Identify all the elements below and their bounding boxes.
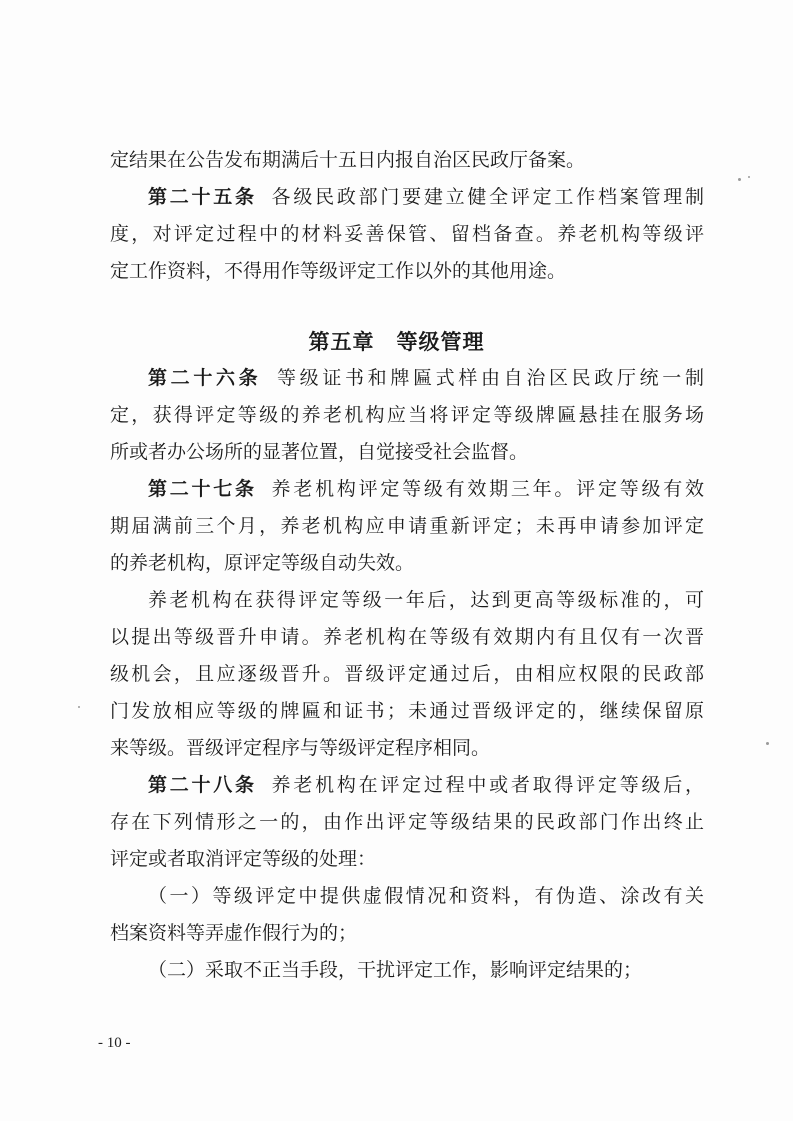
paragraph-line xyxy=(110,921,704,947)
article-26-line xyxy=(148,366,704,392)
page-number: - 10 - xyxy=(98,1035,131,1051)
article-28-line xyxy=(148,773,704,799)
paragraph-line xyxy=(110,222,704,248)
paragraph-line xyxy=(110,810,704,836)
line-text: 养老机构评定等级有效期三年。评定等级有效 xyxy=(268,478,704,500)
line-text: 定，获得评定等级的养老机构应当将评定等级牌匾悬挂在服务场 xyxy=(110,404,704,426)
paragraph-line xyxy=(110,259,704,285)
list-item-1 xyxy=(148,884,704,910)
paragraph-line xyxy=(110,551,704,577)
line-text: 定工作资料，不得用作等级评定工作以外的其他用途。 xyxy=(110,260,567,282)
article-number: 第二十七条 xyxy=(148,478,257,500)
scan-speck xyxy=(766,742,769,745)
paragraph-line xyxy=(148,588,704,614)
paragraph-line xyxy=(110,662,704,688)
line-text: 定结果在公告发布期满后十五日内报自治区民政厅备案。 xyxy=(110,149,586,171)
paragraph-line xyxy=(110,625,704,651)
paragraph-line xyxy=(110,440,704,466)
article-number: 第二十六条 xyxy=(148,367,262,389)
paragraph-line xyxy=(110,403,704,429)
chapter-title: 等级管理 xyxy=(396,330,485,354)
line-text: 期届满前三个月，养老机构应申请重新评定；未再申请参加评定 xyxy=(110,515,704,537)
article-number: 第二十八条 xyxy=(148,774,257,796)
line-text: 来等级。晋级评定程序与等级评定程序相同。 xyxy=(110,737,491,759)
chapter-number: 第五章 xyxy=(308,330,375,354)
chapter-heading xyxy=(0,329,793,355)
line-text: 存在下列情形之一的，由作出评定等级结果的民政部门作出终止 xyxy=(110,811,704,833)
line-text: 以提出等级晋升申请。养老机构在等级有效期内有且仅有一次晋 xyxy=(110,626,704,648)
line-text: （二）采取不正当手段，干扰评定工作，影响评定结果的； xyxy=(148,959,643,981)
line-text: 等级证书和牌匾式样由自治区民政厅统一制 xyxy=(273,367,704,389)
line-text: 档案资料等弄虚作假行为的； xyxy=(110,922,358,944)
line-text: 的养老机构，原评定等级自动失效。 xyxy=(110,552,415,574)
list-item-2 xyxy=(148,958,704,984)
line-text: 养老机构在评定过程中或者取得评定等级后， xyxy=(268,774,704,796)
paragraph-line xyxy=(110,699,704,725)
line-text: 评定或者取消评定等级的处理： xyxy=(110,848,377,870)
paragraph-line xyxy=(110,514,704,540)
scan-speck xyxy=(738,178,741,181)
paragraph-line xyxy=(110,736,704,762)
line-text: 门发放相应等级的牌匾和证书；未通过晋级评定的，继续保留原 xyxy=(110,700,704,722)
line-text: 所或者办公场所的显著位置，自觉接受社会监督。 xyxy=(110,441,529,463)
article-25-line xyxy=(148,185,704,211)
line-text: 级机会，且应逐级晋升。晋级评定通过后，由相应权限的民政部 xyxy=(110,663,704,685)
line-text: 养老机构在获得评定等级一年后，达到更高等级标准的，可 xyxy=(148,589,704,611)
line-text: （一）等级评定中提供虚假情况和资料，有伪造、涂改有关 xyxy=(148,885,704,907)
line-text: 度，对评定过程中的材料妥善保管、留档备查。养老机构等级评 xyxy=(110,223,704,245)
scan-speck xyxy=(748,176,750,178)
article-27-line xyxy=(148,477,704,503)
article-number: 第二十五条 xyxy=(148,186,257,208)
line-text: 各级民政部门要建立健全评定工作档案管理制 xyxy=(268,186,704,208)
paragraph-line xyxy=(110,148,704,174)
scan-speck xyxy=(78,706,80,708)
paragraph-line xyxy=(110,847,704,873)
